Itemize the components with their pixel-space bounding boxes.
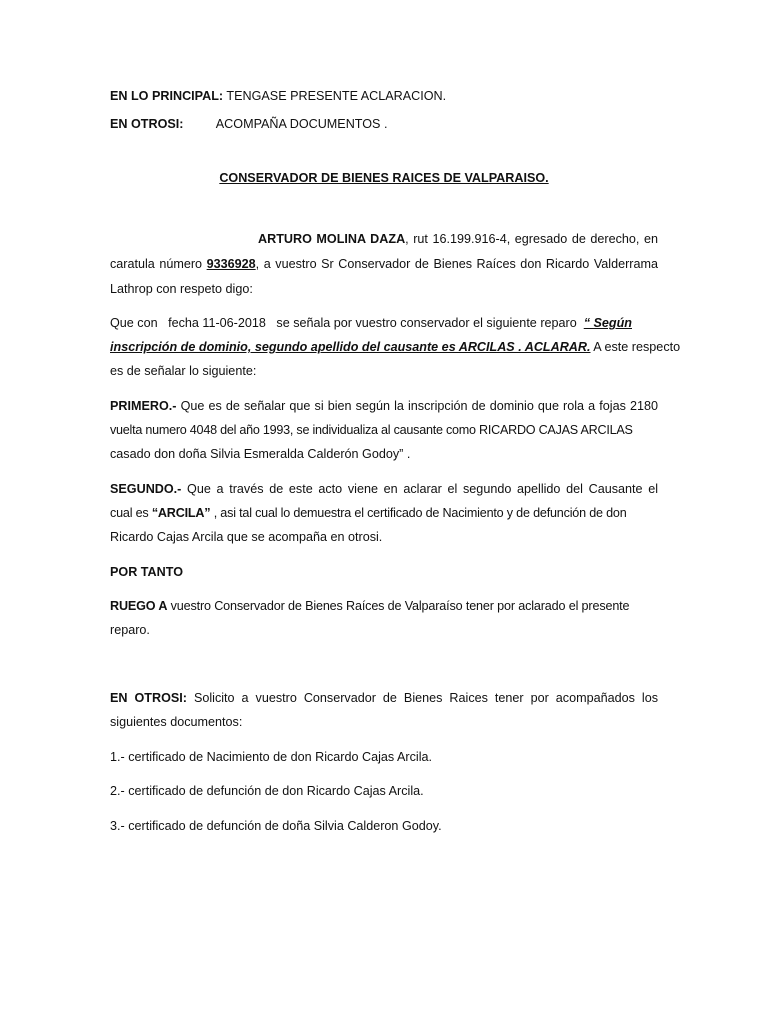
primero-line-1	[110, 398, 658, 414]
otrosi-body-line-1-text: Solicito a vuestro Conservador de Bienes Raices tener por acompañados los	[186, 691, 659, 705]
intro-line-2	[110, 256, 658, 272]
otrosi-body-line-2: siguientes documentos:	[110, 715, 243, 729]
otrosi-header-line	[110, 116, 658, 132]
reparo-line-1-pre: Que con fecha 11-06-2018 se señala por vuestro conservador el siguiente reparo	[110, 316, 584, 330]
caratula-number: 9336928	[206, 257, 256, 271]
intro-line-3: Lathrop con respeto digo:	[110, 282, 253, 296]
reparo-quote-start: “ Según	[583, 316, 632, 330]
otrosi-header-label: EN OTROSI:	[110, 117, 184, 131]
author-name: ARTURO MOLINA DAZA	[258, 232, 406, 246]
intro-line-1	[110, 231, 658, 247]
otrosi-body-line-1	[110, 690, 658, 706]
document-item: 2.- certificado de defunción de don Ricardo Cajas Arcila.	[110, 784, 424, 798]
document-item: 3.- certificado de defunción de doña Silvia Calderon Godoy.	[110, 819, 442, 833]
reparo-line-3: es de señalar lo siguiente:	[110, 364, 257, 378]
reparo-line-1	[110, 315, 658, 331]
recipient-title: CONSERVADOR DE BIENES RAICES DE VALPARAISO.	[219, 171, 549, 185]
primero-line-1-text: Que es de señalar que si bien según la inscripción de dominio que rola a fojas 2180	[176, 399, 658, 413]
ruego-line-1	[110, 598, 658, 614]
segundo-line-2	[110, 505, 658, 521]
principal-text: TENGASE PRESENTE ACLARACION.	[226, 89, 447, 103]
primero-label: PRIMERO.-	[110, 399, 177, 413]
segundo-line-2-rest: , asi tal cual lo demuestra el certificado de Nacimiento y de defunción de don	[210, 506, 627, 520]
por-tanto: POR TANTO	[110, 565, 183, 579]
segundo-label: SEGUNDO.-	[110, 482, 182, 496]
segundo-line-3: Ricardo Cajas Arcila que se acompaña en otrosi.	[110, 530, 383, 544]
ruego-label: RUEGO A	[110, 599, 168, 613]
ruego-line-1-text: vuestro Conservador de Bienes Raíces de Valparaíso tener por aclarado el presente	[167, 599, 630, 613]
reparo-quote: inscripción de dominio, segundo apellido del causante es ARCILAS . ACLARAR.	[110, 340, 591, 354]
segundo-line-1-text: Que a través de este acto viene en aclarar el segundo apellido del Causante el	[181, 482, 658, 496]
intro-line-1-rest: , rut 16.199.916-4, egresado de derecho, en	[405, 232, 658, 246]
document-item: 1.- certificado de Nacimiento de don Ricardo Cajas Arcila.	[110, 750, 432, 764]
intro-line-2-pre: caratula número	[110, 257, 207, 271]
segundo-line-2-pre: cual es	[110, 506, 152, 520]
ruego-line-2: reparo.	[110, 623, 150, 637]
otrosi-body-label: EN OTROSI:	[110, 691, 187, 705]
arcila-quote: “ARCILA”	[151, 506, 211, 520]
otrosi-header-text: ACOMPAÑA DOCUMENTOS .	[215, 117, 388, 131]
segundo-line-1	[110, 481, 658, 497]
primero-line-3: casado don doña Silvia Esmeralda Calderón Godoy” .	[110, 447, 411, 461]
principal-label: EN LO PRINCIPAL:	[110, 89, 224, 103]
principal-line	[110, 88, 658, 104]
reparo-line-2	[110, 339, 681, 355]
reparo-line-2-rest: A este respecto	[590, 340, 681, 354]
primero-line-2: vuelta numero 4048 del año 1993, se individualiza al causante como RICARDO CAJAS ARCILAS	[110, 423, 633, 437]
intro-line-2-rest: , a vuestro Sr Conservador de Bienes Raíces don Ricardo Valderrama	[255, 257, 658, 271]
